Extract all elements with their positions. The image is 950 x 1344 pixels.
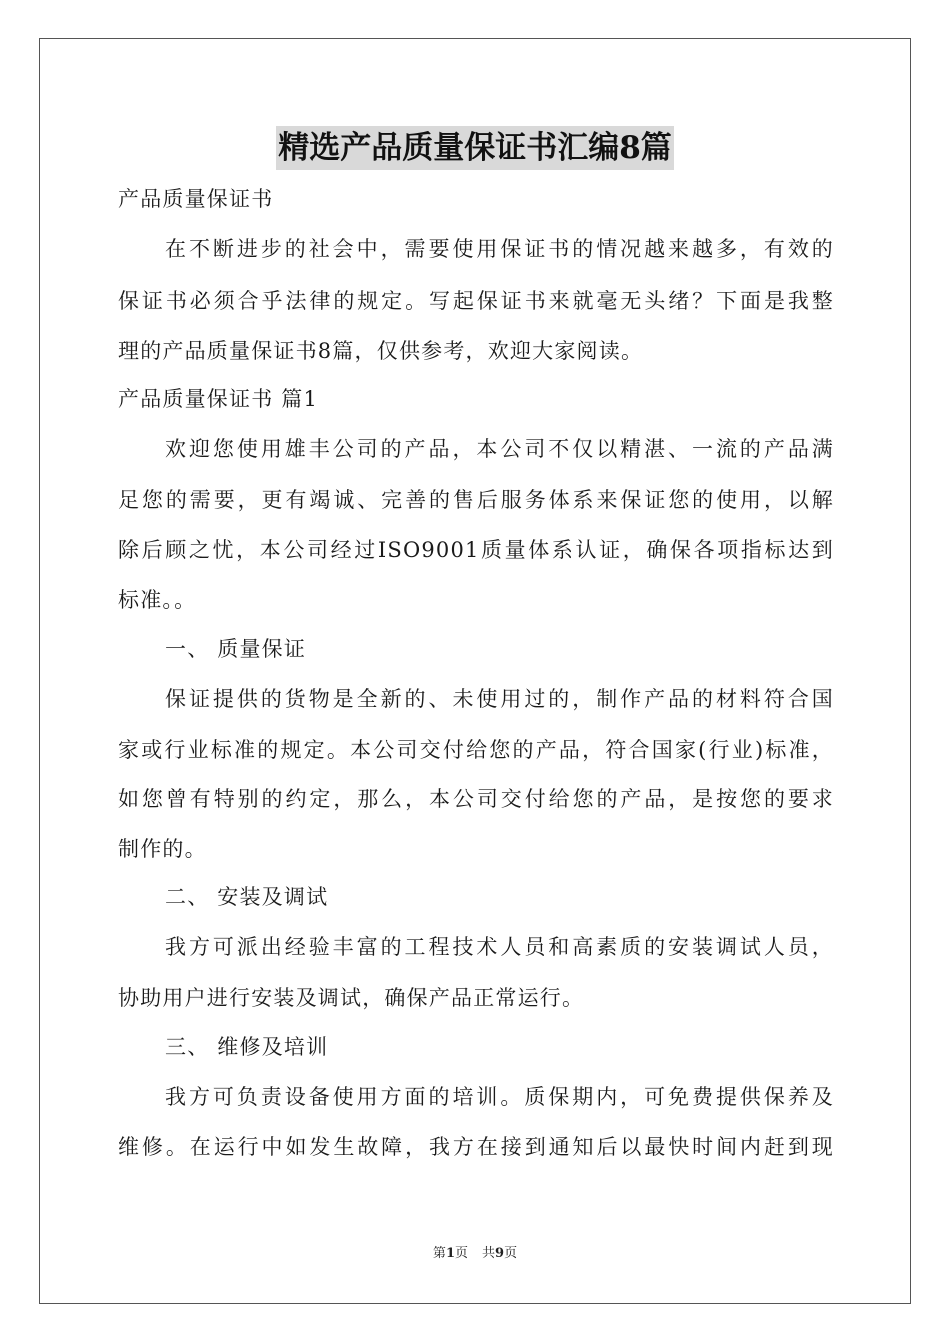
section-heading: 产品质量保证书 <box>118 187 274 211</box>
paragraph-line: 欢迎您使用雄丰公司的产品，本公司不仅以精湛、一流的产品满 <box>165 437 834 461</box>
document-title: 精选产品质量保证书汇编8篇 <box>276 126 674 170</box>
paragraph-line: 我方可负责设备使用方面的培训。质保期内，可免费提供保养及 <box>165 1085 834 1109</box>
footer-page-mid: 页 <box>454 1246 468 1261</box>
paragraph-line: 理的产品质量保证书8篇，仅供参考，欢迎大家阅读。 <box>118 339 644 363</box>
footer-page-total: 9 <box>495 1246 505 1261</box>
footer-page-current: 1 <box>445 1246 455 1261</box>
paragraph-line: 家或行业标准的规定。本公司交付给您的产品，符合国家(行业)标准， <box>118 738 834 762</box>
paragraph-line: 保证提供的货物是全新的、未使用过的，制作产品的材料符合国 <box>165 687 834 711</box>
title-wrap <box>0 126 950 170</box>
paragraph-line: 保证书必须合乎法律的规定。写起保证书来就毫无头绪？下面是我整 <box>118 289 834 313</box>
subsection-heading: 二、 安装及调试 <box>165 885 329 909</box>
paragraph-line: 除后顾之忧，本公司经过ISO9001质量体系认证，确保各项指标达到 <box>118 538 834 562</box>
page-footer <box>0 1245 950 1263</box>
paragraph-line: 标准。。 <box>118 588 197 612</box>
subsection-heading: 三、 维修及培训 <box>165 1035 329 1059</box>
paragraph-line: 维修。在运行中如发生故障，我方在接到通知后以最快时间内赶到现 <box>118 1135 834 1159</box>
paragraph-line: 如您曾有特别的约定，那么，本公司交付给您的产品，是按您的要求 <box>118 787 834 811</box>
paragraph-line: 在不断进步的社会中，需要使用保证书的情况越来越多，有效的 <box>165 237 834 261</box>
paragraph-line: 制作的。 <box>118 837 207 861</box>
section-heading: 产品质量保证书 篇1 <box>118 387 319 411</box>
footer-total-suffix: 页 <box>504 1246 518 1261</box>
paragraph-line: 足您的需要，更有竭诚、完善的售后服务体系来保证您的使用，以解 <box>118 488 834 512</box>
paragraph-line: 协助用户进行安装及调试，确保产品正常运行。 <box>118 986 585 1010</box>
page-frame <box>39 38 911 1304</box>
paragraph-line: 我方可派出经验丰富的工程技术人员和高素质的安装调试人员， <box>165 935 834 959</box>
footer-page-prefix: 第 <box>432 1246 446 1261</box>
footer-total-prefix: 共 <box>482 1246 496 1261</box>
subsection-heading: 一、 质量保证 <box>165 637 307 661</box>
